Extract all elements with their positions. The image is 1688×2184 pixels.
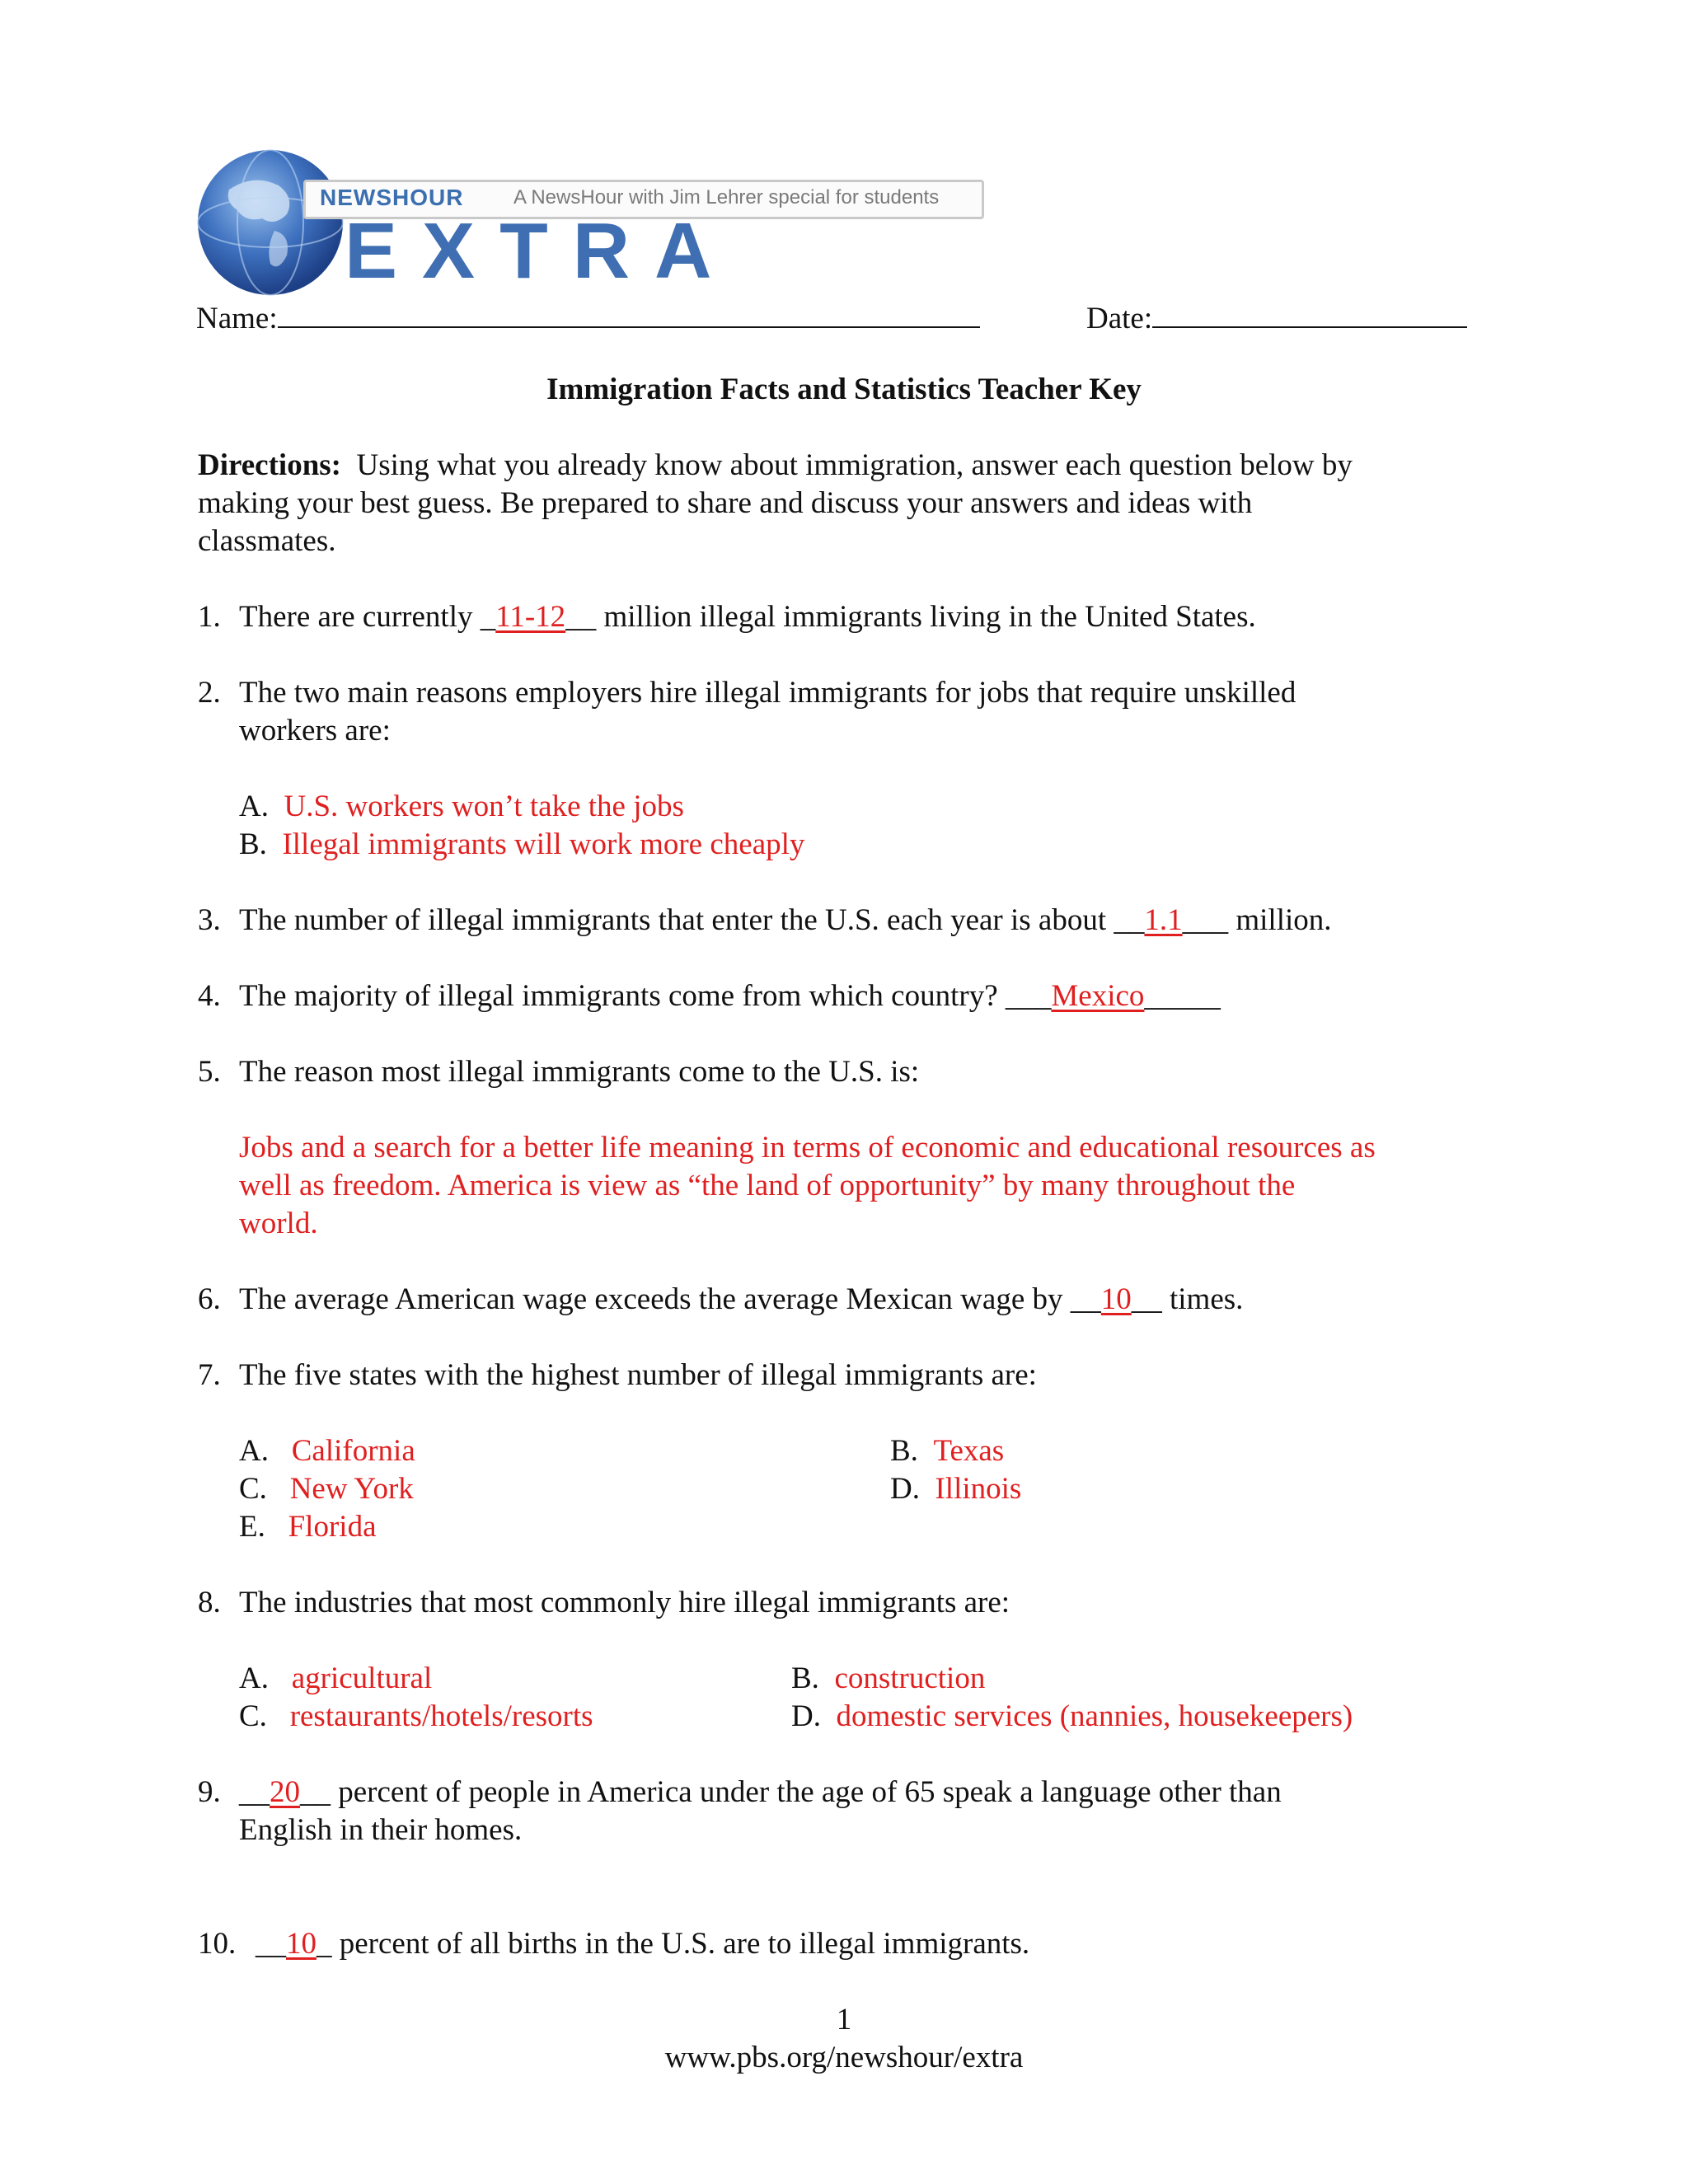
q8-b-answer: construction [834, 1661, 986, 1695]
name-blank [278, 293, 980, 328]
q7-a-label: A. [239, 1434, 269, 1468]
q9-pre: __ [239, 1775, 270, 1809]
q9-number: 9. [198, 1775, 221, 1809]
q7-answer-e [239, 1508, 377, 1546]
q9-post: __ percent of people in America under the age of 65 speak a language other than [300, 1775, 1282, 1809]
q8-b-label: B. [791, 1661, 819, 1695]
q8-d-label: D. [791, 1699, 821, 1733]
q2-a-label: A. [239, 790, 269, 823]
q7-e-answer: Florida [288, 1510, 377, 1544]
q1-answer: 11-12 [495, 600, 566, 634]
q10-text [256, 1925, 1029, 1963]
page-title: Immigration Facts and Statistics Teacher Key [546, 373, 1142, 406]
page-number: 1 [836, 2003, 852, 2036]
q5-number: 5. [198, 1055, 221, 1089]
q8-a-label: A. [239, 1661, 269, 1695]
q6-answer: 10 [1100, 1282, 1132, 1316]
q7-c-answer: New York [289, 1472, 414, 1506]
q7-answer-d [890, 1470, 1021, 1508]
name-field [196, 293, 980, 338]
q5-answer-line-2: well as freedom. America is view as “the land of opportunity” by many throughout the [239, 1169, 1296, 1202]
q8-c-answer: restaurants/hotels/resorts [289, 1699, 593, 1733]
q2-line-1: The two main reasons employers hire illegal immigrants for jobs that require unskilled [239, 676, 1296, 710]
q3-pre: The number of illegal immigrants that enter the U.S. each year is about __ [239, 903, 1145, 937]
q6-number: 6. [198, 1282, 221, 1316]
q5-answer-line-1: Jobs and a search for a better life meaning in terms of economic and educational resources as [239, 1131, 1376, 1165]
q2-number: 2. [198, 676, 221, 710]
q4-post: _____ [1144, 979, 1221, 1013]
q8-answer-d [791, 1698, 1353, 1736]
q5-line-1: The reason most illegal immigrants come to the U.S. is: [239, 1055, 920, 1089]
logo-tagline: A NewsHour with Jim Lehrer special for students [513, 186, 940, 209]
q7-c-label: C. [239, 1472, 267, 1506]
q2-a-answer: U.S. workers won’t take the jobs [284, 790, 684, 823]
q7-d-label: D. [890, 1472, 920, 1506]
q4-number: 4. [198, 979, 221, 1013]
q2-answer-b [239, 826, 804, 864]
q10-answer: 10 [286, 1927, 316, 1961]
q8-d-answer: domestic services (nannies, housekeepers) [836, 1699, 1353, 1733]
q8-a-answer: agricultural [291, 1661, 433, 1695]
q4-pre: The majority of illegal immigrants come from which country? ___ [239, 979, 1052, 1013]
q7-answer-c [239, 1470, 414, 1508]
q7-number: 7. [198, 1358, 221, 1392]
q7-a-answer: California [291, 1434, 415, 1468]
q10-number: 10. [198, 1927, 237, 1961]
directions-line-1 [198, 447, 1353, 485]
q8-number: 8. [198, 1586, 221, 1619]
globe-icon [196, 148, 345, 297]
directions-line-2: making your best guess. Be prepared to share and discuss your answers and ideas with [198, 486, 1253, 520]
q7-e-label: E. [239, 1510, 265, 1544]
q4-answer: Mexico [1051, 979, 1145, 1013]
name-label: Name: [196, 302, 278, 335]
logo-brand: NEWSHOUR [320, 185, 464, 210]
q1-text [239, 598, 1256, 636]
q5-answer-line-3: world. [239, 1207, 318, 1240]
q7-b-label: B. [890, 1434, 918, 1468]
date-label: Date: [1086, 302, 1153, 335]
q6-pre: The average American wage exceeds the average Mexican wage by __ [239, 1282, 1101, 1316]
q6-post: __ times. [1131, 1282, 1244, 1316]
q10-post: _ percent of all births in the U.S. are to illegal immigrants. [316, 1927, 1030, 1961]
footer-url[interactable]: www.pbs.org/newshour/extra [664, 2041, 1024, 2074]
q7-answer-b [890, 1432, 1004, 1470]
q8-answer-a [239, 1660, 432, 1698]
date-blank [1152, 293, 1467, 328]
q3-number: 3. [198, 903, 221, 937]
directions-label: Directions: [198, 448, 341, 482]
q3-answer: 1.1 [1144, 903, 1183, 937]
date-field [1086, 293, 1467, 338]
q9-text [239, 1774, 1282, 1811]
q2-answer-a [239, 788, 684, 826]
q8-line-1: The industries that most commonly hire illegal immigrants are: [239, 1586, 1010, 1619]
q10-pre: __ [256, 1927, 286, 1961]
q9-line-2: English in their homes. [239, 1813, 523, 1847]
q7-answer-a [239, 1432, 415, 1470]
q9-answer: 20 [270, 1775, 300, 1809]
q1-post: __ million illegal immigrants living in the United States. [565, 600, 1256, 634]
logo-extra-word: EXTRA [345, 207, 737, 295]
q2-b-answer: Illegal immigrants will work more cheaply [282, 827, 805, 861]
q3-post: ___ million. [1182, 903, 1332, 937]
q7-b-answer: Texas [933, 1434, 1005, 1468]
q8-answer-b [791, 1660, 985, 1698]
q2-line-2: workers are: [239, 714, 391, 748]
q7-d-answer: Illinois [935, 1472, 1022, 1506]
q1-number: 1. [198, 600, 221, 634]
directions-text-1: Using what you already know about immigration, answer each question below by [356, 448, 1353, 482]
q8-c-label: C. [239, 1699, 267, 1733]
newshour-extra-logo [196, 148, 1103, 297]
directions-line-3: classmates. [198, 524, 336, 558]
q7-line-1: The five states with the highest number of illegal immigrants are: [239, 1358, 1037, 1392]
q2-b-label: B. [239, 827, 267, 861]
q4-text [239, 977, 1221, 1015]
q3-text [239, 902, 1332, 940]
q6-text [239, 1281, 1243, 1319]
q1-pre: There are currently _ [239, 600, 496, 634]
q8-answer-c [239, 1698, 593, 1736]
